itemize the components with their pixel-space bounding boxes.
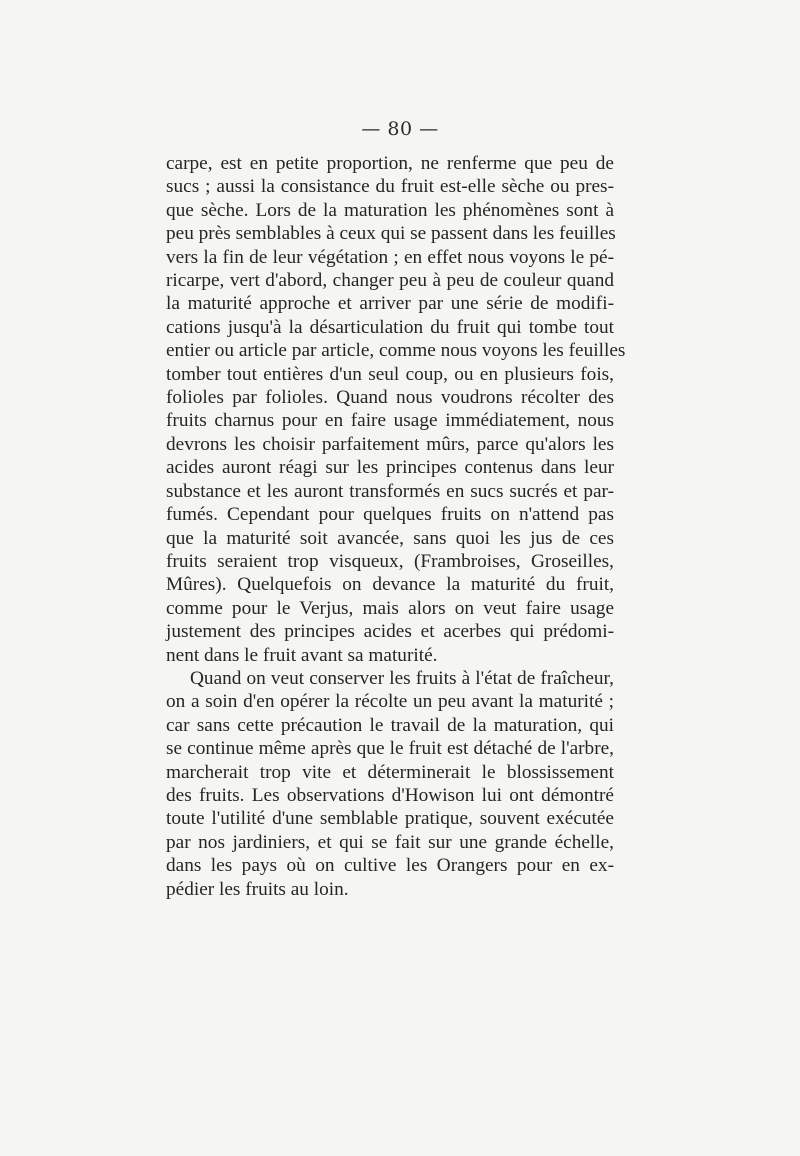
text-line: ricarpe, vert d'abord, changer peu à peu de couleur quand <box>166 270 614 292</box>
text-line: que sèche. Lors de la maturation les phénomènes sont à <box>166 199 614 221</box>
text-line: on a soin d'en opérer la récolte un peu avant la maturité ; <box>166 691 614 713</box>
text-line: que la maturité soit avancée, sans quoi les jus de ces <box>166 527 614 549</box>
text-line: entier ou article par article, comme nous voyons les feuilles <box>166 340 626 362</box>
text-line: dans les pays où on cultive les Orangers pour en ex- <box>166 855 614 877</box>
text-line: car sans cette précaution le travail de la maturation, qui <box>166 714 614 736</box>
text-line: acides auront réagi sur les principes contenus dans leur <box>166 457 614 479</box>
text-line: peu près semblables à ceux qui se passent dans les feuilles <box>166 223 616 245</box>
text-line: cations jusqu'à la désarticulation du fruit qui tombe tout <box>166 316 614 338</box>
text-line: carpe, est en petite proportion, ne renferme que peu de <box>166 153 614 174</box>
text-line: substance et les auront transformés en sucs sucrés et par- <box>166 480 614 502</box>
text-line: comme pour le Verjus, mais alors on veut faire usage <box>166 597 614 619</box>
text-line: devrons les choisir parfaitement mûrs, parce qu'alors les <box>166 433 614 455</box>
text-line: nent dans le fruit avant sa maturité. <box>166 644 438 666</box>
text-line: des fruits. Les observations d'Howison lui ont démontré <box>166 784 614 806</box>
text-line: se continue même après que le fruit est détaché de l'arbre, <box>166 738 614 760</box>
text-line: folioles par folioles. Quand nous voudrons récolter des <box>166 387 614 409</box>
text-line: fruits seraient trop visqueux, (Frambroises, Groseilles, <box>166 550 614 572</box>
text-line: la maturité approche et arriver par une série de modifi- <box>166 293 614 315</box>
text-line: pédier les fruits au loin. <box>166 878 349 900</box>
text-line: toute l'utilité d'une semblable pratique, souvent exécutée <box>166 808 614 830</box>
body-text <box>166 152 626 901</box>
text-line: fumés. Cependant pour quelques fruits on n'attend pas <box>166 504 614 526</box>
text-line: Mûres). Quelquefois on devance la maturité du fruit, <box>166 574 614 596</box>
text-line: justement des principes acides et acerbes qui prédomi- <box>166 621 614 643</box>
text-line: Quand on veut conserver les fruits à l'état de fraîcheur, <box>190 667 614 689</box>
text-line: vers la fin de leur végétation ; en effet nous voyons le pé- <box>166 246 614 268</box>
page-number: — 80 — <box>361 118 439 140</box>
text-line: fruits charnus pour en faire usage immédiatement, nous <box>166 410 614 432</box>
text-line: marcherait trop vite et déterminerait le blossissement <box>166 761 614 783</box>
text-line: sucs ; aussi la consistance du fruit est-elle sèche ou pres- <box>166 176 614 198</box>
text-line: par nos jardiniers, et qui se fait sur une grande échelle, <box>166 831 614 853</box>
text-line: tomber tout entières d'un seul coup, ou en plusieurs fois, <box>166 363 614 385</box>
